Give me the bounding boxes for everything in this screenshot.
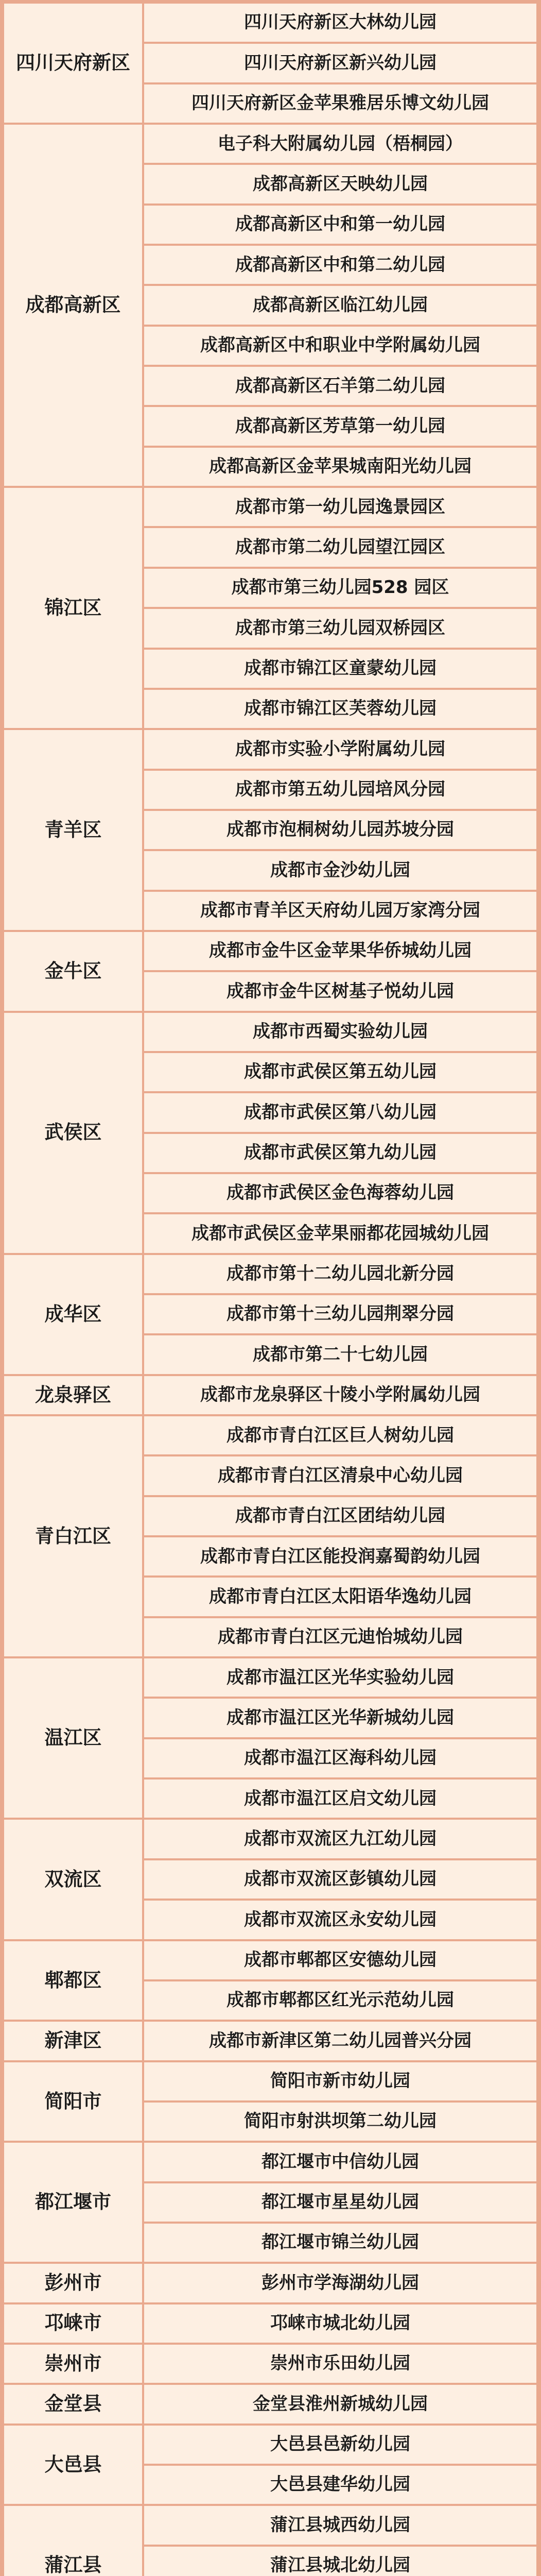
kindergarten-name-cell: 成都市武侯区第九幼儿园 [143,1133,537,1173]
kindergarten-name-cell: 成都市温江区启文幼儿园 [143,1778,537,1819]
kindergarten-name-cell: 都江堰市锦兰幼儿园 [143,2223,537,2263]
kindergarten-name-cell: 成都市青白江区元迪怡城幼儿园 [143,1617,537,1657]
district-cell: 青白江区 [3,1415,143,1657]
kindergarten-name-cell: 简阳市射洪坝第二幼儿园 [143,2102,537,2142]
kindergarten-name-cell: 成都高新区天映幼儿园 [143,164,537,204]
district-cell: 郫都区 [3,1940,143,2021]
kindergarten-name-cell: 成都市第三幼儿园双桥园区 [143,608,537,648]
kindergarten-name-cell: 崇州市乐田幼儿园 [143,2344,537,2384]
kindergarten-name-cell: 成都市双流区永安幼儿园 [143,1900,537,1940]
kindergarten-name-cell: 成都市武侯区金色海蓉幼儿园 [143,1173,537,1213]
table-row [3,2505,537,2545]
kindergarten-name-cell: 成都市温江区光华实验幼儿园 [143,1657,537,1698]
district-cell: 新津区 [3,2021,143,2061]
kindergarten-name-cell: 成都市第五幼儿园培风分园 [143,770,537,810]
kindergarten-name-cell: 四川天府新区金苹果雅居乐博文幼儿园 [143,83,537,124]
table-row [3,1940,537,1980]
table-row [3,2142,537,2182]
table-row [3,1254,537,1294]
kindergarten-name-cell: 成都市双流区九江幼儿园 [143,1819,537,1859]
kindergarten-name-cell: 成都市金牛区金苹果华侨城幼儿园 [143,931,537,971]
table-row [3,1012,537,1052]
table-row [3,1819,537,1859]
kindergarten-name-cell: 成都市新津区第二幼儿园普兴分园 [143,2021,537,2061]
kindergarten-name-cell: 成都市锦江区童蒙幼儿园 [143,649,537,689]
district-cell: 龙泉驿区 [3,1375,143,1415]
kindergarten-name-cell: 四川天府新区大林幼儿园 [143,3,537,43]
district-cell: 金堂县 [3,2384,143,2424]
kindergarten-name-cell: 成都市青白江区巨人树幼儿园 [143,1415,537,1455]
kindergarten-name-cell: 成都市郫都区安德幼儿园 [143,1940,537,1980]
kindergarten-name-cell: 成都市武侯区金苹果丽都花园城幼儿园 [143,1213,537,1253]
table-row [3,487,537,527]
table-row [3,1415,537,1455]
district-cell: 成华区 [3,1254,143,1375]
kindergarten-name-cell: 成都市龙泉驿区十陵小学附属幼儿园 [143,1375,537,1415]
kindergarten-name-cell: 都江堰市中信幼儿园 [143,2142,537,2182]
kindergarten-name-cell: 电子科大附属幼儿园（梧桐园） [143,124,537,164]
kindergarten-name-cell: 成都市第十三幼儿园荆翠分园 [143,1294,537,1334]
district-cell: 简阳市 [3,2061,143,2142]
table-row [3,931,537,971]
district-cell: 锦江区 [3,487,143,729]
kindergarten-list-table [2,2,538,2576]
kindergarten-name-cell: 成都市金沙幼儿园 [143,850,537,890]
district-cell: 崇州市 [3,2344,143,2384]
kindergarten-name-cell: 成都市金牛区树基子悦幼儿园 [143,971,537,1011]
table-row [3,2021,537,2061]
table-row [3,124,537,164]
table-row [3,2425,537,2465]
district-cell: 双流区 [3,1819,143,1940]
kindergarten-name-cell: 蒲江县城北幼儿园 [143,2546,537,2576]
kindergarten-name-cell: 成都高新区中和第一幼儿园 [143,205,537,245]
district-cell: 邛崃市 [3,2303,143,2344]
kindergarten-name-cell: 成都高新区中和第二幼儿园 [143,245,537,285]
kindergarten-name-cell: 成都市西蜀实验幼儿园 [143,1012,537,1052]
district-cell: 武侯区 [3,1012,143,1254]
table-row [3,2303,537,2344]
kindergarten-name-cell: 成都高新区中和职业中学附属幼儿园 [143,326,537,366]
kindergarten-name-cell: 彭州市学海湖幼儿园 [143,2263,537,2303]
kindergarten-name-cell: 成都市武侯区第五幼儿园 [143,1052,537,1092]
kindergarten-name-cell: 成都高新区石羊第二幼儿园 [143,366,537,406]
kindergarten-name-cell: 成都市武侯区第八幼儿园 [143,1092,537,1132]
kindergarten-name-cell: 成都市第二十七幼儿园 [143,1334,537,1375]
table-row [3,1375,537,1415]
table-row [3,729,537,769]
table-row [3,1657,537,1698]
kindergarten-name-cell: 成都市青羊区天府幼儿园万家湾分园 [143,891,537,931]
table-row [3,2263,537,2303]
kindergarten-name-cell: 成都高新区芳草第一幼儿园 [143,406,537,446]
table-row [3,2061,537,2102]
kindergarten-name-cell: 成都市青白江区团结幼儿园 [143,1496,537,1536]
kindergarten-name-cell: 成都市双流区彭镇幼儿园 [143,1859,537,1900]
kindergarten-name-cell: 大邑县建华幼儿园 [143,2465,537,2505]
district-cell: 彭州市 [3,2263,143,2303]
kindergarten-name-cell: 简阳市新市幼儿园 [143,2061,537,2102]
kindergarten-name-cell: 成都市郫都区红光示范幼儿园 [143,1980,537,2021]
district-cell: 四川天府新区 [3,3,143,124]
kindergarten-name-cell: 成都市第二幼儿园望江园区 [143,527,537,567]
kindergarten-name-cell: 四川天府新区新兴幼儿园 [143,43,537,83]
district-cell: 蒲江县 [3,2505,143,2576]
table-row [3,2384,537,2424]
kindergarten-name-cell: 成都市实验小学附属幼儿园 [143,729,537,769]
table-row [3,3,537,43]
kindergarten-name-cell: 成都市第三幼儿园528 园区 [143,568,537,608]
district-cell: 温江区 [3,1657,143,1819]
district-cell: 大邑县 [3,2425,143,2505]
kindergarten-name-cell: 成都市青白江区清泉中心幼儿园 [143,1455,537,1496]
table-body [3,3,537,2576]
kindergarten-name-cell: 邛崃市城北幼儿园 [143,2303,537,2344]
kindergarten-name-cell: 成都市温江区光华新城幼儿园 [143,1698,537,1738]
kindergarten-name-cell: 成都市温江区海科幼儿园 [143,1738,537,1778]
kindergarten-name-cell: 蒲江县城西幼儿园 [143,2505,537,2545]
district-cell: 都江堰市 [3,2142,143,2263]
kindergarten-name-cell: 成都市第一幼儿园逸景园区 [143,487,537,527]
kindergarten-name-cell: 大邑县邑新幼儿园 [143,2425,537,2465]
district-cell: 金牛区 [3,931,143,1012]
kindergarten-name-cell: 成都市泡桐树幼儿园苏坡分园 [143,810,537,850]
district-cell: 成都高新区 [3,124,143,487]
kindergarten-name-cell: 金堂县淮州新城幼儿园 [143,2384,537,2424]
kindergarten-name-cell: 成都市青白江区能投润嘉蜀韵幼儿园 [143,1536,537,1577]
kindergarten-name-cell: 成都市青白江区太阳语华逸幼儿园 [143,1577,537,1617]
district-cell: 青羊区 [3,729,143,931]
kindergarten-name-cell: 都江堰市星星幼儿园 [143,2182,537,2223]
kindergarten-name-cell: 成都市锦江区芙蓉幼儿园 [143,689,537,729]
kindergarten-name-cell: 成都高新区金苹果城南阳光幼儿园 [143,447,537,487]
kindergarten-name-cell: 成都市第十二幼儿园北新分园 [143,1254,537,1294]
kindergarten-name-cell: 成都高新区临江幼儿园 [143,285,537,325]
table-row [3,2344,537,2384]
